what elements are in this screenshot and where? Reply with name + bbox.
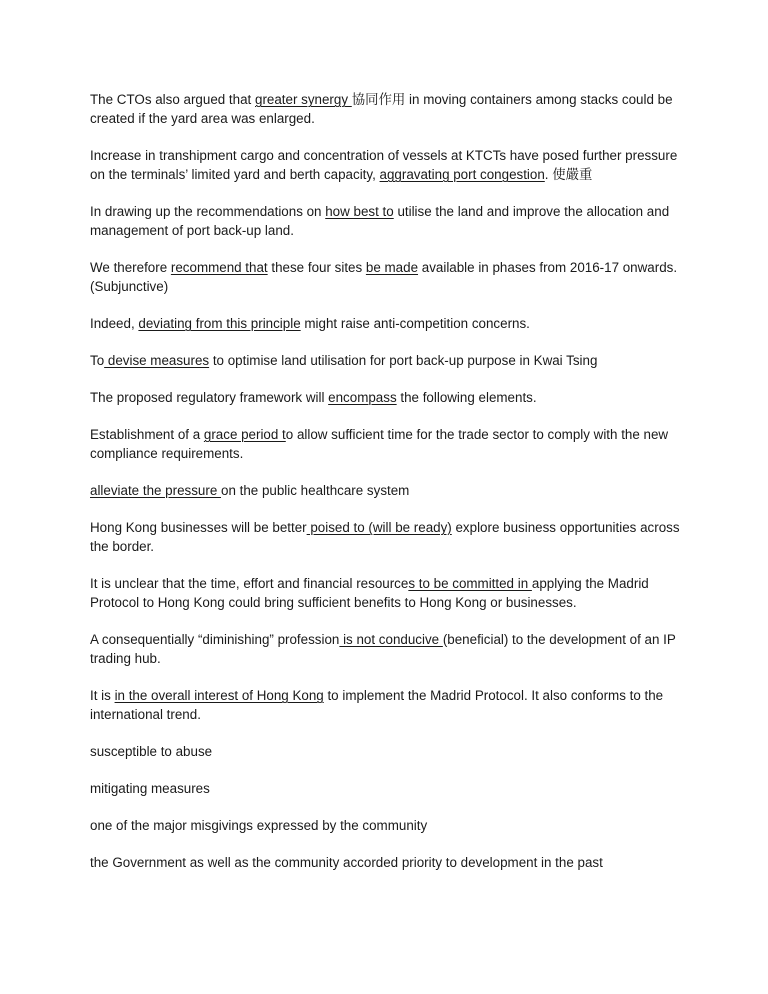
text-segment: to optimise land utilisation for port back-up purpose in Kwai Tsing	[209, 353, 598, 368]
paragraph-p15	[90, 779, 690, 798]
paragraph-p12	[90, 630, 690, 668]
text-segment: A consequentially “diminishing” profession	[90, 632, 340, 647]
underlined-phrase: deviating from this principle	[138, 316, 301, 331]
paragraph-p1	[90, 90, 690, 128]
paragraph-p9	[90, 481, 690, 500]
paragraph-p11	[90, 574, 690, 612]
text-segment: utilise the land and improve the allocation and management of port back-up land.	[90, 204, 670, 238]
text-segment: susceptible to abuse	[90, 744, 213, 759]
paragraph-p14	[90, 742, 690, 761]
text-segment: the following elements.	[396, 390, 537, 405]
text-segment: mitigating measures	[90, 781, 210, 796]
text-segment: (beneficial) to the development of an IP trading hub.	[90, 632, 676, 666]
text-segment: To	[90, 353, 105, 368]
paragraph-p7	[90, 388, 690, 407]
text-segment: The proposed regulatory framework will	[90, 390, 329, 405]
text-segment: o allow sufficient time for the trade sector to comply with the new compliance requirements.	[90, 427, 669, 461]
underlined-phrase: s to be committed in	[408, 576, 532, 591]
text-segment: explore business opportunities across the border.	[90, 520, 680, 554]
paragraph-p2	[90, 146, 690, 184]
document-page	[90, 90, 690, 890]
text-segment: on the public healthcare system	[221, 483, 410, 498]
text-segment: available in phases from 2016-17 onwards. (Subjunctive)	[90, 260, 678, 294]
text-segment: It is unclear that the time, effort and financial resource	[90, 576, 409, 591]
underlined-phrase: aggravating port congestion	[379, 167, 545, 182]
paragraph-p5	[90, 314, 690, 333]
underlined-phrase: devise measures	[104, 353, 210, 368]
text-segment: The CTOs also argued that	[90, 92, 255, 107]
underlined-phrase: is not conducive	[339, 632, 443, 647]
underlined-phrase: recommend that	[170, 260, 268, 275]
paragraph-p13	[90, 686, 690, 724]
underlined-phrase: alleviate the pressure	[90, 483, 222, 498]
underlined-phrase: greater synergy	[255, 92, 352, 107]
underlined-phrase: in the overall interest of Hong Kong	[114, 688, 324, 703]
paragraph-p17	[90, 853, 690, 872]
underlined-phrase: how best to	[325, 204, 394, 219]
underlined-phrase: poised to (will be ready)	[306, 520, 452, 535]
text-segment: Indeed,	[90, 316, 139, 331]
paragraph-p16	[90, 816, 690, 835]
paragraph-p10	[90, 518, 690, 556]
text-segment: In drawing up the recommendations on	[90, 204, 326, 219]
text-segment: the Government as well as the community accorded priority to development in the past	[90, 855, 603, 870]
text-segment: Establishment of a	[90, 427, 204, 442]
text-segment: Increase in transhipment cargo and concentration of vessels at KTCTs have posed further pressure on the terminals’ limited yard and berth capacity,	[90, 148, 678, 182]
text-segment: might raise anti-competition concerns.	[300, 316, 530, 331]
text-segment: these four sites	[267, 260, 366, 275]
text-segment: Hong Kong businesses will be better	[90, 520, 307, 535]
text-segment: . 使嚴重	[544, 167, 593, 182]
paragraph-list	[90, 90, 690, 872]
underlined-phrase: be made	[365, 260, 419, 275]
text-segment: applying the Madrid Protocol to Hong Kong could bring sufficient benefits to Hong Kong or businesses.	[90, 576, 649, 610]
text-segment: one of the major misgivings expressed by the community	[90, 818, 428, 833]
text-segment: 協同作用 in moving containers among stacks could be created if the yard area was enlarged.	[90, 92, 673, 126]
text-segment: It is	[90, 688, 115, 703]
underlined-phrase: encompass	[328, 390, 397, 405]
paragraph-p6	[90, 351, 690, 370]
paragraph-p4	[90, 258, 690, 296]
underlined-phrase: grace period t	[203, 427, 286, 442]
paragraph-p3	[90, 202, 690, 240]
text-segment: We therefore	[90, 260, 171, 275]
text-segment: to implement the Madrid Protocol. It also conforms to the international trend.	[90, 688, 664, 722]
paragraph-p8	[90, 425, 690, 463]
